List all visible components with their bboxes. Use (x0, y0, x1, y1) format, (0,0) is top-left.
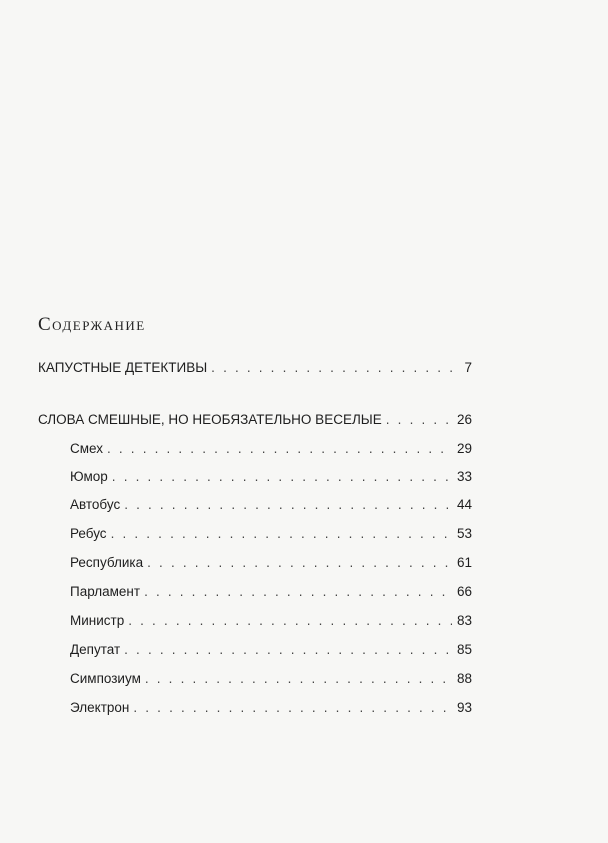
toc-entry-label: Автобус (70, 497, 121, 512)
toc-leader-dots (124, 497, 452, 512)
toc-entry-slova-smeshnye (38, 412, 472, 430)
toc-leader-dots (133, 700, 452, 715)
toc-leader-dots (144, 584, 452, 599)
toc-leader-dots (145, 671, 452, 686)
toc-entry-page: 85 (456, 642, 472, 657)
toc-entry-page: 29 (456, 441, 472, 456)
toc-entry-label: Ребус (70, 526, 107, 541)
toc-entry-page: 66 (456, 584, 472, 599)
toc-entry-label: Юмор (70, 469, 108, 484)
toc-entry-label: КАПУСТНЫЕ ДЕТЕКТИВЫ (38, 360, 208, 375)
toc-entry-page: 53 (456, 526, 472, 541)
toc-leader-dots (147, 555, 452, 570)
toc-entry-respublika (70, 555, 472, 573)
toc-entry-elektron (70, 700, 472, 718)
toc-entry-label: Республика (70, 555, 144, 570)
toc-entry-page: 44 (456, 497, 472, 512)
toc-entry-label: Министр (70, 613, 125, 628)
toc-entry-smekh (70, 441, 472, 459)
toc-entry-page: 26 (456, 412, 472, 427)
toc-leader-dots (211, 360, 452, 375)
toc-leader-dots (112, 469, 452, 484)
toc-entry-page: 83 (456, 613, 472, 628)
toc-entry-ministr (70, 613, 472, 631)
toc-title: Содержание (38, 314, 146, 335)
toc-entry-label: Электрон (70, 700, 130, 715)
toc-entry-simpozium (70, 671, 472, 689)
toc-leader-dots (111, 526, 452, 541)
toc-entry-label: Парламент (70, 584, 141, 599)
toc-entry-label: СЛОВА СМЕШНЫЕ, НО НЕОБЯЗАТЕЛЬНО ВЕСЕЛЫЕ (38, 412, 382, 427)
toc-entry-page: 33 (456, 469, 472, 484)
toc-leader-dots (107, 441, 452, 456)
toc-entry-avtobus (70, 497, 472, 515)
toc-entry-label: Смех (70, 441, 103, 456)
toc-leader-dots (128, 613, 452, 628)
toc-leader-dots (386, 412, 452, 427)
toc-entry-yumor (70, 469, 472, 487)
toc-entry-page: 7 (464, 360, 472, 375)
toc-entry-kapustnye-detektivy (38, 360, 472, 378)
toc-entry-label: Депутат (70, 642, 121, 657)
toc-entry-deputat (70, 642, 472, 660)
toc-entry-page: 61 (456, 555, 472, 570)
toc-entry-rebus (70, 526, 472, 544)
toc-entry-page: 88 (456, 671, 472, 686)
toc-entry-page: 93 (456, 700, 472, 715)
toc-leader-dots (124, 642, 452, 657)
toc-entry-label: Симпозиум (70, 671, 141, 686)
toc-entry-parlament (70, 584, 472, 602)
